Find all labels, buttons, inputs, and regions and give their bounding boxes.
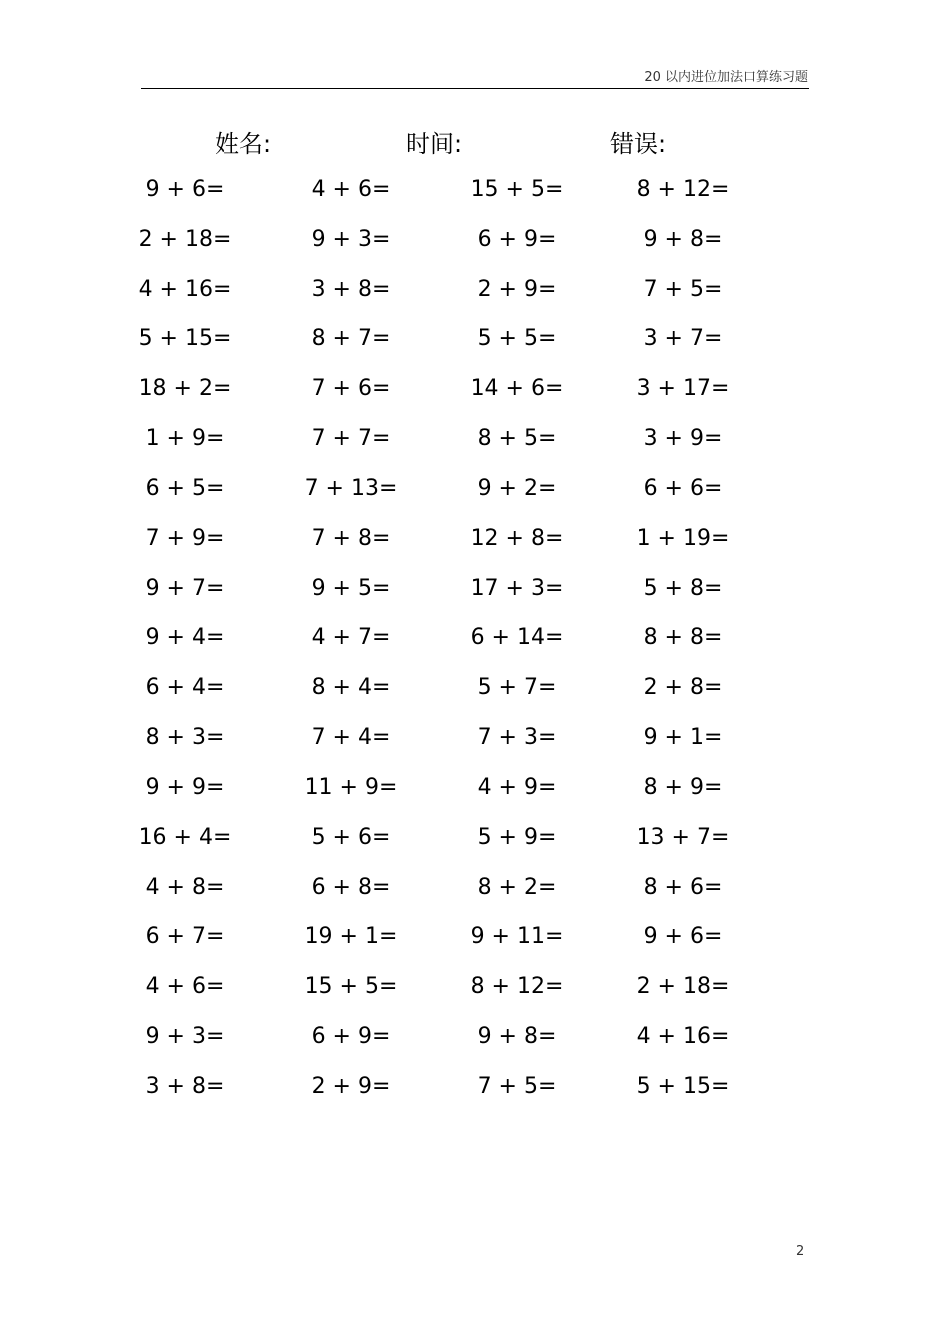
- addition-problem: 2 + 9=: [311, 1073, 391, 1099]
- addition-problem: 7 + 5=: [477, 1073, 557, 1099]
- addition-problem: 6 + 14=: [470, 625, 564, 651]
- problem-row: [0, 768, 950, 818]
- problem-row: [0, 618, 950, 668]
- problem-row: [0, 519, 950, 569]
- header-title: 20 以内进位加法口算练习题: [644, 70, 808, 85]
- addition-problem: 9 + 4=: [145, 625, 225, 651]
- addition-problem: 1 + 19=: [636, 525, 730, 551]
- addition-problem: 5 + 5=: [477, 326, 557, 352]
- problem-row: [0, 369, 950, 419]
- addition-problem: 12 + 8=: [470, 525, 564, 551]
- problem-row: [0, 1067, 950, 1117]
- addition-problem: 6 + 9=: [477, 226, 557, 252]
- addition-problem: 4 + 8=: [145, 874, 225, 900]
- addition-problem: 6 + 6=: [643, 475, 723, 501]
- page-number: 2: [796, 1244, 805, 1259]
- addition-problem: 5 + 6=: [311, 824, 391, 850]
- addition-problem: 9 + 9=: [145, 774, 225, 800]
- name-label: 姓名:: [215, 130, 272, 158]
- addition-problem: 18 + 2=: [138, 376, 232, 402]
- time-label: 时间:: [406, 130, 463, 158]
- addition-problem: 2 + 8=: [643, 675, 723, 701]
- addition-problem: 3 + 8=: [311, 276, 391, 302]
- addition-problem: 4 + 16=: [138, 276, 232, 302]
- problem-row: [0, 1017, 950, 1067]
- addition-problem: 7 + 7=: [311, 426, 391, 452]
- addition-problem: 8 + 3=: [145, 725, 225, 751]
- addition-problem: 6 + 7=: [145, 924, 225, 950]
- problem-grid: [0, 170, 950, 1117]
- addition-problem: 11 + 9=: [304, 774, 398, 800]
- addition-problem: 9 + 11=: [470, 924, 564, 950]
- addition-problem: 7 + 6=: [311, 376, 391, 402]
- problem-row: [0, 220, 950, 270]
- addition-problem: 5 + 9=: [477, 824, 557, 850]
- problem-row: [0, 469, 950, 519]
- addition-problem: 5 + 15=: [138, 326, 232, 352]
- student-info-row: [0, 124, 950, 160]
- addition-problem: 4 + 7=: [311, 625, 391, 651]
- addition-problem: 6 + 5=: [145, 475, 225, 501]
- addition-problem: 14 + 6=: [470, 376, 564, 402]
- addition-problem: 9 + 2=: [477, 475, 557, 501]
- errors-label: 错误:: [610, 130, 667, 158]
- addition-problem: 7 + 8=: [311, 525, 391, 551]
- addition-problem: 4 + 6=: [311, 177, 391, 202]
- addition-problem: 8 + 12=: [636, 177, 730, 202]
- addition-problem: 4 + 9=: [477, 774, 557, 800]
- addition-problem: 8 + 12=: [470, 974, 564, 1000]
- addition-problem: 2 + 18=: [138, 226, 232, 252]
- addition-problem: 4 + 6=: [145, 974, 225, 1000]
- problem-row: [0, 270, 950, 320]
- addition-problem: 3 + 17=: [636, 376, 730, 402]
- addition-problem: 9 + 1=: [643, 725, 723, 751]
- addition-problem: 5 + 7=: [477, 675, 557, 701]
- addition-problem: 15 + 5=: [470, 177, 564, 202]
- header-divider: [141, 88, 809, 89]
- addition-problem: 7 + 3=: [477, 725, 557, 751]
- addition-problem: 4 + 16=: [636, 1024, 730, 1050]
- addition-problem: 2 + 9=: [477, 276, 557, 302]
- addition-problem: 3 + 8=: [145, 1073, 225, 1099]
- addition-problem: 9 + 8=: [477, 1024, 557, 1050]
- addition-problem: 7 + 5=: [643, 276, 723, 302]
- addition-problem: 17 + 3=: [470, 575, 564, 601]
- addition-problem: 15 + 5=: [304, 974, 398, 1000]
- problem-row: [0, 868, 950, 918]
- addition-problem: 3 + 9=: [643, 426, 723, 452]
- addition-problem: 7 + 4=: [311, 725, 391, 751]
- problem-row: [0, 917, 950, 967]
- problem-row: [0, 569, 950, 619]
- addition-problem: 8 + 7=: [311, 326, 391, 352]
- addition-problem: 5 + 15=: [636, 1073, 730, 1099]
- addition-problem: 8 + 2=: [477, 874, 557, 900]
- addition-problem: 7 + 13=: [304, 475, 398, 501]
- problem-row: [0, 967, 950, 1017]
- addition-problem: 16 + 4=: [138, 824, 232, 850]
- addition-problem: 8 + 6=: [643, 874, 723, 900]
- problem-row: [0, 818, 950, 868]
- addition-problem: 9 + 3=: [311, 226, 391, 252]
- problem-row: [0, 319, 950, 369]
- addition-problem: 19 + 1=: [304, 924, 398, 950]
- addition-problem: 8 + 4=: [311, 675, 391, 701]
- problem-row: [0, 718, 950, 768]
- addition-problem: 9 + 7=: [145, 575, 225, 601]
- addition-problem: 9 + 8=: [643, 226, 723, 252]
- addition-problem: 6 + 9=: [311, 1024, 391, 1050]
- addition-problem: 1 + 9=: [145, 426, 225, 452]
- addition-problem: 9 + 5=: [311, 575, 391, 601]
- addition-problem: 8 + 8=: [643, 625, 723, 651]
- addition-problem: 8 + 5=: [477, 426, 557, 452]
- addition-problem: 5 + 8=: [643, 575, 723, 601]
- addition-problem: 9 + 6=: [643, 924, 723, 950]
- addition-problem: 6 + 4=: [145, 675, 225, 701]
- addition-problem: 8 + 9=: [643, 774, 723, 800]
- problem-row: [0, 668, 950, 718]
- addition-problem: 7 + 9=: [145, 525, 225, 551]
- addition-problem: 3 + 7=: [643, 326, 723, 352]
- addition-problem: 2 + 18=: [636, 974, 730, 1000]
- addition-problem: 6 + 8=: [311, 874, 391, 900]
- addition-problem: 13 + 7=: [636, 824, 730, 850]
- problem-row: [0, 170, 950, 220]
- addition-problem: 9 + 3=: [145, 1024, 225, 1050]
- problem-row: [0, 419, 950, 469]
- addition-problem: 9 + 6=: [145, 177, 225, 202]
